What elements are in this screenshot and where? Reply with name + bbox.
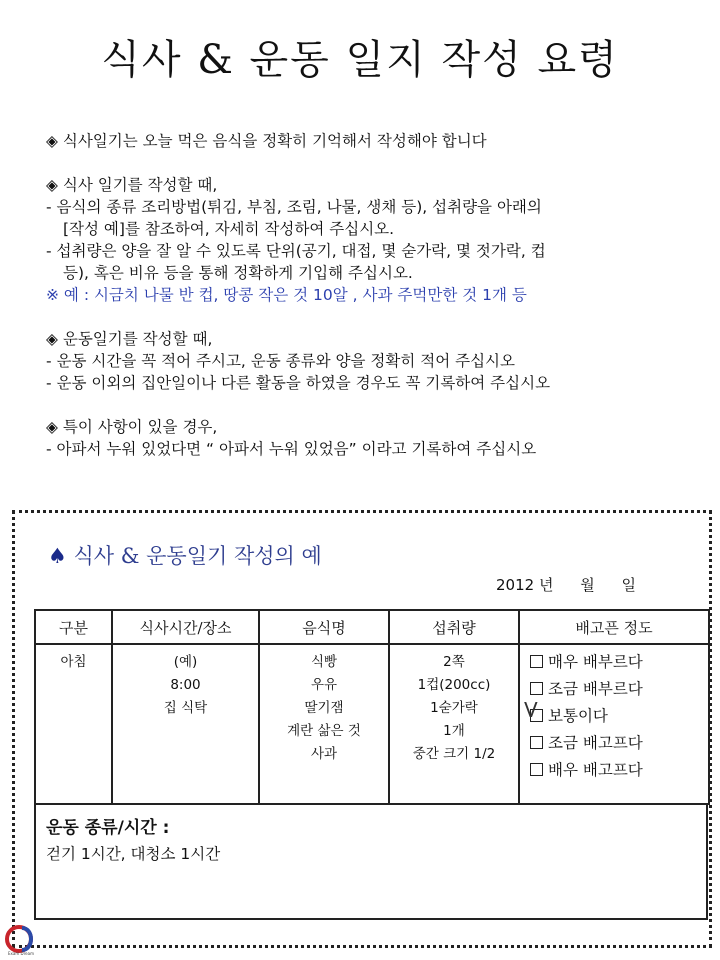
meal-heading: ◈ 식사 일기를 작성할 때,: [46, 176, 218, 194]
header-hunger: 배고픈 정도: [519, 610, 709, 644]
logo-icon: [4, 922, 38, 956]
time-place-line: (예): [173, 654, 198, 670]
hunger-option[interactable]: [530, 757, 707, 784]
header-time-place: 식사시간/장소: [112, 610, 259, 644]
amount-item: 2쪽: [443, 654, 465, 670]
checkmark-icon: V: [524, 698, 538, 722]
meal-rule-2-cont: 등), 혹은 비유 등을 통해 정확하게 기입해 주십시오.: [63, 264, 413, 282]
amount-item: 1숟가락: [430, 700, 478, 716]
cell-amounts: [389, 644, 519, 804]
exercise-rule-2: - 운동 이외의 집안일이나 다른 활동을 하였을 경우도 꼭 기록하여 주십시오: [46, 374, 551, 392]
date-day: 일: [621, 576, 636, 594]
checkbox-icon[interactable]: [530, 655, 543, 668]
logo-text: Exam Dream: [8, 951, 34, 956]
hunger-option[interactable]: [530, 649, 707, 676]
hunger-option[interactable]: [530, 676, 707, 703]
food-item: 사과: [310, 746, 338, 762]
exercise-heading: ◈ 운동일기를 작성할 때,: [46, 330, 213, 348]
example-title-text: 식사 & 운동일기 작성의 예: [73, 544, 322, 568]
table-row: [35, 644, 709, 804]
cell-foods: [259, 644, 389, 804]
meal-rule-1-cont: [작성 예]를 참조하여, 자세히 작성하여 주십시오.: [63, 220, 395, 238]
hunger-option[interactable]: [530, 730, 707, 757]
meal-rule-2: - 섭취량은 양을 잘 알 수 있도록 단위(공기, 대접, 몇 숟가락, 몇 젓가락, 컵: [46, 242, 546, 260]
amount-item: 1개: [443, 723, 465, 739]
header-amount: 섭취량: [389, 610, 519, 644]
amount-item: 1컵(200cc): [417, 677, 491, 693]
header-category: 구분: [35, 610, 112, 644]
meal-example-note: ※ 예 : 시금치 나물 반 컵, 땅콩 작은 것 10알 , 사과 주먹만한 것 1개 등: [46, 286, 527, 304]
time-place-line: 집 식탁: [163, 700, 208, 716]
instructions: [46, 130, 686, 460]
hunger-option-label: 보통이다: [548, 707, 608, 725]
hunger-option-label: 매우 배부르다: [548, 653, 643, 671]
food-item: 우유: [310, 677, 338, 693]
amount-item: 중간 크기 1/2: [412, 746, 496, 762]
date-month: 월: [580, 576, 595, 594]
exercise-rule-1: - 운동 시간을 꼭 적어 주시고, 운동 종류와 양을 정확히 적어 주십시오: [46, 352, 515, 370]
special-heading: ◈ 특이 사항이 있을 경우,: [46, 418, 218, 436]
meal-diary-table: [34, 609, 710, 805]
meal-rule-1: - 음식의 종류 조리방법(튀김, 부침, 조림, 나물, 생채 등), 섭취량을 아래의: [46, 198, 542, 216]
exercise-label: 운동 종류/시간 :: [46, 818, 170, 838]
checkbox-icon[interactable]: [530, 682, 543, 695]
date-line: [496, 574, 636, 595]
spade-icon: ♠: [48, 544, 67, 568]
example-title: [48, 540, 322, 570]
hunger-option-label: 조금 배고프다: [548, 734, 643, 752]
food-item: 딸기잼: [304, 700, 344, 716]
intro-text: ◈ 식사일기는 오늘 먹은 음식을 정확히 기억해서 작성해야 합니다: [46, 132, 487, 150]
exercise-value: 걷기 1시간, 대청소 1시간: [46, 845, 221, 863]
cell-hunger: [519, 644, 709, 804]
hunger-option-label: 배우 배고프다: [548, 761, 643, 779]
date-year: 2012 년: [496, 576, 554, 594]
header-food: 음식명: [259, 610, 389, 644]
special-rule: - 아파서 누워 있었다면 “ 아파서 누워 있었음” 이라고 기록하여 주십시오: [46, 440, 537, 458]
hunger-option[interactable]: [524, 698, 707, 730]
cell-category: 아침: [35, 644, 112, 804]
checkbox-icon[interactable]: [530, 736, 543, 749]
hunger-option-label: 조금 배부르다: [548, 680, 643, 698]
checkbox-icon[interactable]: [530, 763, 543, 776]
page-title: 식사 & 운동 일지 작성 요령: [101, 37, 619, 83]
food-item: 식빵: [310, 654, 338, 670]
food-item: 계란 삶은 것: [287, 723, 361, 739]
time-place-line: 8:00: [170, 677, 201, 693]
cell-time-place: [112, 644, 259, 804]
table-header-row: [35, 610, 709, 644]
